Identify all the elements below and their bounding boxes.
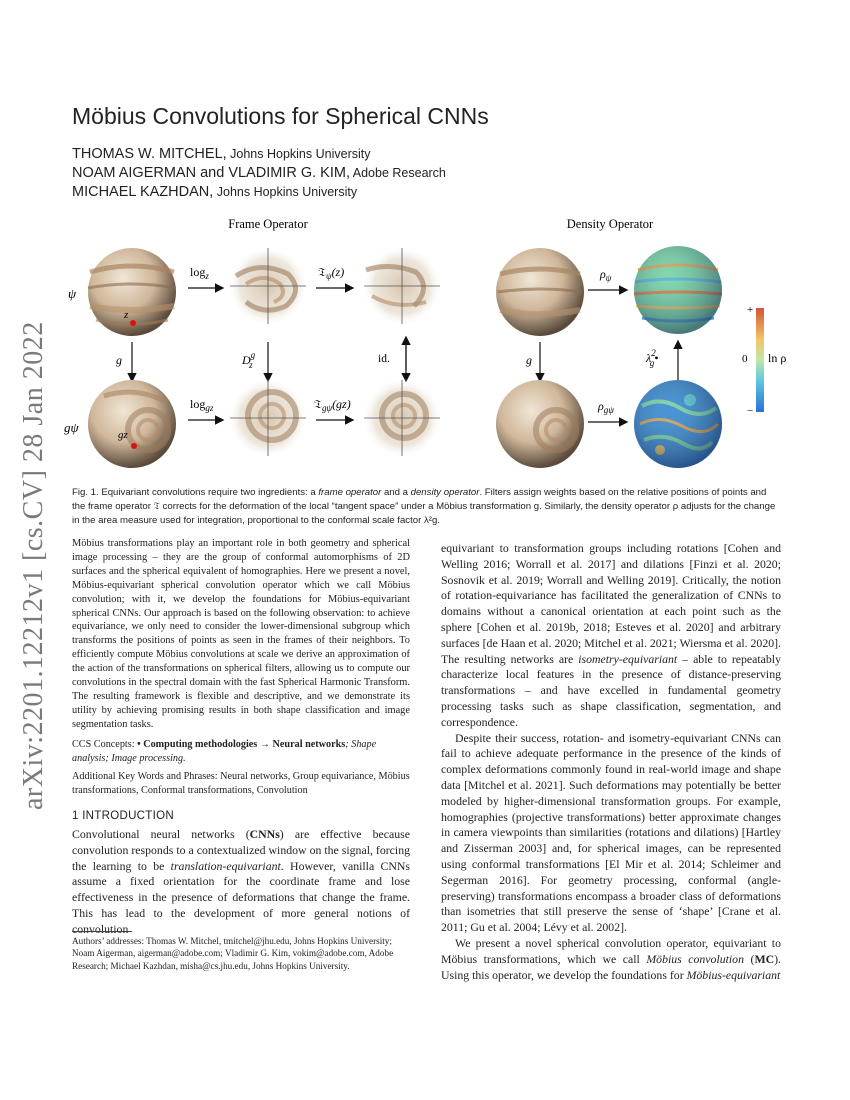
colorbar-plus: +: [747, 304, 754, 316]
arrow-rho-gpsi-label: $\rho_{g\psi}$: [598, 399, 614, 415]
author-names: NOAM AIGERMAN and VLADIMIR G. KIM,: [72, 165, 350, 181]
arrow-g-label: g: [116, 353, 122, 367]
patch-log-z: [228, 246, 308, 326]
author-affiliation: Johns Hopkins University: [226, 147, 371, 161]
label-gpsi: gψ: [64, 420, 79, 435]
jupiter-sphere-top: [88, 248, 176, 336]
footnote-rule: [72, 931, 132, 932]
section-heading: 1 INTRODUCTION: [72, 810, 174, 822]
label-psi: ψ: [68, 286, 77, 301]
author-line-1: [72, 146, 370, 162]
author-line-3: [72, 184, 357, 200]
density-source-sphere-top: [496, 248, 584, 336]
intro-paragraph: Convolutional neural networks (CNNs) are effective because convolution responds to a contextualized window on the signal, forcing the learning to be translation-equivariant. However, vanilla CNNs assume a fixed orientation for the coordinate frame and lose effectiveness in the presence of deformations that change the frame. This has lead to the development of more general notions of convolution: [72, 827, 411, 936]
abstract: Möbius transformations play an important role in both geometry and spherical image processing – they are the group of conformal automorphisms of 2D surfaces and the spherical equivalent of homographies. Here we present a novel, Möbius-equivariant spherical convolution operator which we call Möbius convolution; with it, we develop the foundations for Möbius-equivariant spherical CNNs. Our approach is based on the following observation: to achieve equivariance, we only need to consider the lower-dimensional subgroup which transforms the positions of points as seen in the frames of their neighbors. To efficiently compute Möbius convolutions at scale we derive an approximation of the action of the transformations on spherical filters, allowing us to compute our convolutions in the spectral domain with the fast Spherical Harmonic Transform. The resulting framework is flexible and descriptive, and we demonstrate its utility by achieving promising results in both shape classification and image segmentation tasks.: [72, 538, 410, 730]
figure-1: [60, 210, 800, 480]
arrow-frame-z-label: 𝔗$_\psi$(z): [318, 265, 345, 281]
arrow-D-label: $D^g$ z: [242, 350, 256, 370]
arxiv-stamp: [18, 290, 66, 810]
paper-title: Möbius Convolutions for Spherical CNNs: [72, 103, 489, 129]
arrow-g-density-label: g: [526, 353, 532, 367]
figure-caption: Fig. 1. Equivariant convolutions require two ingredients: a frame operator and a density operator. Filters assign weights based on the relative positions of points and the frame operator 𝔗 corrects for the deformation of the local “tangent space” under a Möbius transformation g. Similarly, the density operator ρ adjusts for the change in the area measure used for integration, proportional to the conformal scale factor λ²g.: [72, 487, 776, 526]
label-z: z: [124, 309, 129, 321]
arrow-id-label: id.: [378, 353, 390, 365]
colorbar-zero: 0: [742, 353, 748, 365]
arrow-log-z-label: $\log_z$: [190, 265, 209, 281]
author-names: MICHAEL KAZHDAN,: [72, 184, 214, 200]
arrow-frame-gz-label: 𝔗$_{g\psi}$(gz): [314, 397, 351, 413]
density-map-sphere-top: [634, 246, 722, 334]
author-names: THOMAS W. MITCHEL,: [72, 146, 227, 162]
density-source-sphere-bottom: [496, 380, 584, 468]
author-line-2: [72, 165, 446, 181]
density-map-sphere-bottom: [634, 380, 722, 468]
keywords: Additional Key Words and Phrases: Neural networks, Group equivariance, Möbius transformations, Conformal transformations, Convolution: [72, 771, 410, 796]
paragraph: Despite their success, rotation- and isometry-equivariant CNNs can fail to achieve adequate performance in the presence of the kinds of complex deformations commonly found in real-world image and shape data [Mitchel et al. 2021]. Such deformations may potentially be better modeled by higher-dimensional transformation groups. For example, homographies (projective transformations) better approximate changes in camera viewpoints than similarities (rotations and dilations) [Hartley and Zisserman 2003] and, for spherical images, can be represented using conformal transformations [El Mir et al. 2014; Schleimer and Segerman 2016]. For geometry processing, conformal (angle-preserving) transformations encompass a broader class of deformations than isometries that still preserve the sense of ‘shape’ [Crane et al. 2011; Gu et al. 2004; Lévy et al. 2002].: [441, 730, 781, 935]
paragraph: equivariant to transformation groups including rotations [Cohen and Welling 2016; Worrall et al. 2017] and dilations [Finzi et al. 2020; Sosnovik et al. 2019; Worrall and Welling 2019]. Critically, the notion of rotation-equivariance has facilitated the generalization of CNNs to domains without a canonical orientation at each point such as the sphere [Cohen et al. 2019b, 2018; Esteves et al. 2020] and arbitrary surfaces [de Haan et al. 2020; Mitchel et al. 2021; Wiersma et al. 2020]. The resulting networks are isometry-equivariant – able to repeatably characterize local features in the presence of distance-preserving transformations – and have excelled in fundamental geometry processing tasks such as shape classification, segmentation, and correspondence.: [441, 541, 781, 729]
patch-log-gz: [228, 378, 308, 458]
arrow-log-gz-label: $\log_{gz}$: [190, 397, 214, 413]
frame-operator-title: Frame Operator: [228, 217, 308, 231]
patch-frame-z: [362, 246, 442, 326]
arxiv-stamp-text: arXiv:2201.12212v1 [cs.CV] 28 Jan 2022: [18, 321, 49, 810]
density-operator-title: Density Operator: [566, 217, 654, 231]
arrow-lambda-label: $\lambda^2$ g•: [646, 348, 659, 368]
colorbar-minus: −: [747, 405, 754, 417]
jupiter-sphere-bottom: [88, 380, 176, 468]
paragraph: We present a novel spherical convolution operator, equivariant to Möbius transformations, which we call Möbius convolution (MC). Using this operator, we develop the foundations for Möbius-equivariant: [441, 935, 781, 982]
right-column: [441, 541, 781, 983]
colorbar-label: ln ρ: [768, 351, 787, 365]
colorbar: [742, 304, 786, 417]
arrow-rho-psi-label: $\rho_\psi$: [600, 267, 612, 283]
footnote: Authors’ addresses: Thomas W. Mitchel, tmitchel@jhu.edu, Johns Hopkins University; Noam Aigerman, aigerman@adobe.com; Vladimir G. Kim, vokim@adobe.com, Adobe Research; Michael Kazhdan, misha@cs.jhu.edu, Johns Hopkins University.: [72, 936, 394, 971]
label-gz: gz: [118, 429, 128, 441]
author-affiliation: Adobe Research: [349, 166, 446, 180]
ccs-concepts: CCS Concepts: • Computing methodologies → Neural networks; Shape analysis; Image processing.: [72, 739, 377, 764]
patch-frame-gz: [362, 378, 442, 458]
point-gz-marker: [131, 443, 137, 449]
author-affiliation: Johns Hopkins University: [213, 185, 358, 199]
point-z-marker: [130, 320, 136, 326]
